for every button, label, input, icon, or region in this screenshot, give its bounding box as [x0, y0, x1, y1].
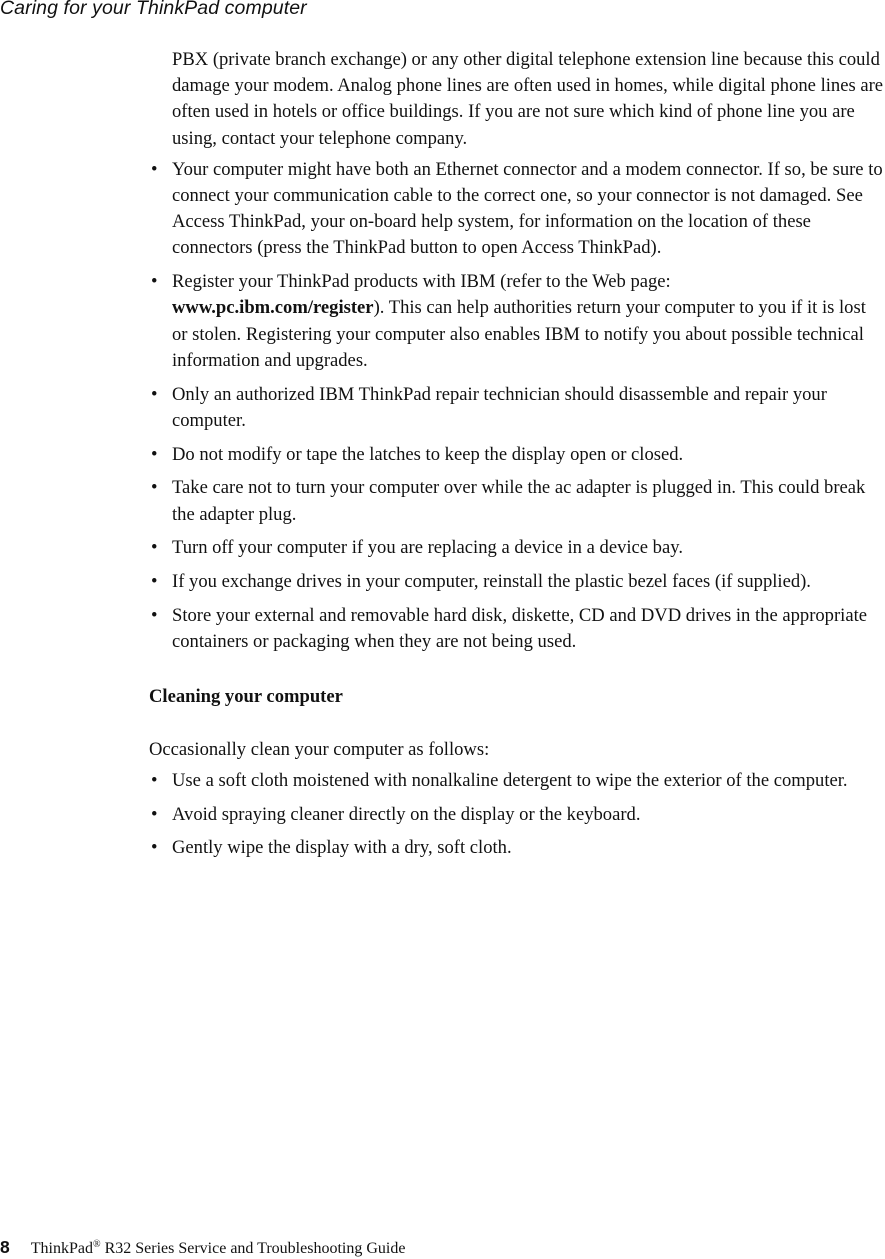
list-item — [149, 442, 885, 468]
bullet-marker: • — [151, 477, 158, 499]
continuation-paragraph: PBX (private branch exchange) or any other digital telephone extension line because this could damage your modem. Analog phone lines are often used in homes, while digital phone lines are often used in hotels or office buildings. If you are not sure which kind of phone line you are using, contact your telephone company. — [172, 49, 884, 149]
list-item — [149, 768, 885, 794]
list-item — [149, 802, 885, 828]
list-item-text-before-link: Register your ThinkPad products with IBM (refer to the Web page: — [172, 271, 671, 293]
list-item-text: Your computer might have both an Ethernet connector and a modem connector. If so, be sure to connect your communication cable to the correct one, so your connector is not damaged. See Access ThinkPad, your on-board help system, for information on the location of these connectors (press the ThinkPad button to open Access ThinkPad). — [172, 158, 883, 259]
list-item-text: Take care not to turn your computer over while the ac adapter is plugged in. This could break the adapter plug. — [172, 477, 866, 525]
bullet-marker: • — [151, 537, 158, 559]
list-item — [149, 535, 885, 561]
list-item — [149, 475, 885, 527]
page-number: 8 — [0, 1237, 10, 1257]
list-item — [149, 382, 885, 434]
bullet-marker: • — [151, 443, 158, 465]
bullet-marker: • — [151, 803, 158, 825]
list-item — [149, 269, 885, 374]
page-body — [149, 47, 885, 869]
bullet-marker: • — [151, 158, 158, 180]
registered-trademark: ® — [92, 1239, 101, 1250]
bullet-marker: • — [151, 769, 158, 791]
bullet-marker: • — [151, 571, 158, 593]
care-tips-list — [149, 157, 885, 656]
section-heading: Cleaning your computer — [149, 686, 343, 708]
bullet-marker: • — [151, 837, 158, 859]
running-header: Caring for your ThinkPad computer — [0, 0, 307, 19]
list-item — [149, 157, 885, 262]
bullet-marker: • — [151, 271, 158, 293]
list-item — [149, 835, 885, 861]
list-item — [149, 603, 885, 655]
page-footer — [0, 1235, 405, 1259]
cleaning-list — [149, 768, 885, 862]
list-item-text: Do not modify or tape the latches to keep the display open or closed. — [172, 443, 684, 465]
cleaning-intro: Occasionally clean your computer as follows: — [149, 738, 490, 760]
bullet-marker: • — [151, 383, 158, 405]
list-item-text: Store your external and removable hard disk, diskette, CD and DVD drives in the appropriate containers or packaging when they are not being used. — [172, 605, 868, 653]
list-item-text: Turn off your computer if you are replacing a device in a device bay. — [172, 537, 683, 559]
list-item-text: Avoid spraying cleaner directly on the display or the keyboard. — [172, 803, 641, 825]
register-url-link[interactable]: www.pc.ibm.com/register — [172, 297, 374, 319]
footer-brand: ThinkPad — [30, 1240, 93, 1257]
bullet-marker: • — [151, 605, 158, 627]
list-item-text: Only an authorized IBM ThinkPad repair technician should disassemble and repair your computer. — [172, 383, 827, 431]
list-item-text-after-link: ). This can help authorities return your computer to you if it is lost or stolen. Registering your computer also enables IBM to notify you about possible technical information and upgrades. — [172, 297, 866, 371]
list-item — [149, 569, 885, 595]
list-item-text: If you exchange drives in your computer, reinstall the plastic bezel faces (if supplied). — [172, 571, 811, 593]
list-item-text: Use a soft cloth moistened with nonalkaline detergent to wipe the exterior of the computer. — [172, 769, 848, 791]
footer-guide-title: R32 Series Service and Troubleshooting Guide — [100, 1240, 406, 1257]
list-item-text: Gently wipe the display with a dry, soft cloth. — [172, 837, 512, 859]
